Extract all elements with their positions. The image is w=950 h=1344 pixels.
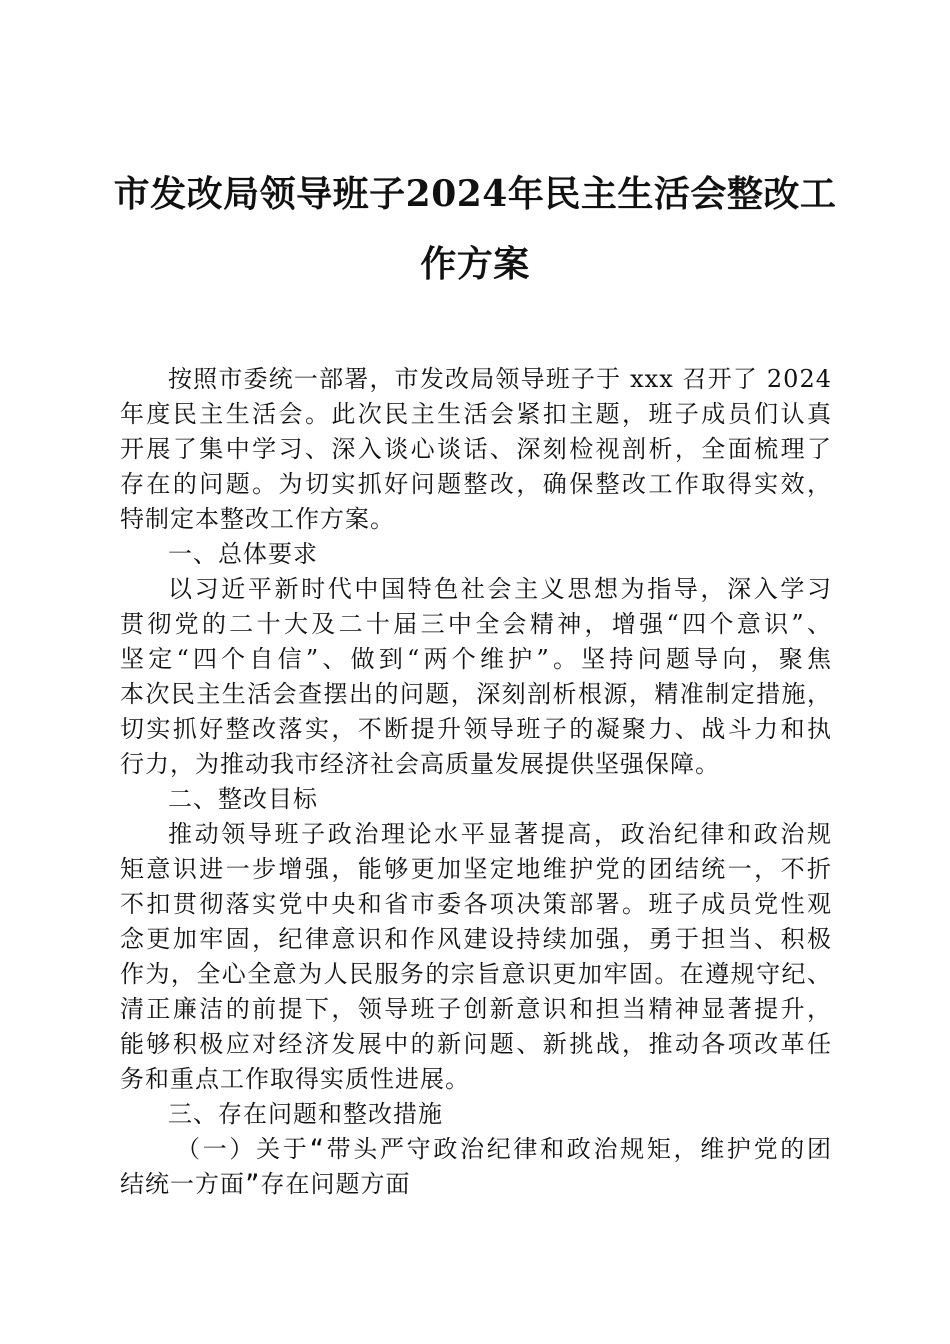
section1-line: 以习近平新时代中国特色社会主义思想为指导，深入学习: [168, 575, 832, 603]
section1-line: 切实抓好整改落实，不断提升领导班子的凝聚力、战斗力和执: [120, 715, 832, 743]
section2-line: 不扣贯彻落实党中央和省市委各项决策部署。班子成员党性观: [120, 890, 832, 918]
section2-line: 矩意识进一步增强，能够更加坚定地维护党的团结统一，不折: [120, 855, 832, 883]
intro-line: 按照市委统一部署，市发改局领导班子于 xxx 召开了 2024: [168, 365, 832, 393]
document-title-line-1: 市发改局领导班子2024年民主生活会整改工: [113, 173, 837, 215]
intro-line: 特制定本整改工作方案。: [120, 505, 395, 533]
section2-line: 清正廉洁的前提下，领导班子创新意识和担当精神显著提升，: [120, 995, 832, 1023]
document-body: [120, 362, 832, 1202]
section1-line: 行力，为推动我市经济社会高质量发展提供坚强保障。: [120, 750, 720, 778]
section2-line: 推动领导班子政治理论水平显著提高，政治纪律和政治规: [168, 820, 832, 848]
section-heading-general-requirements: 一、总体要求: [168, 540, 318, 568]
intro-line: 存在的问题。为切实抓好问题整改，确保整改工作取得实效，: [120, 470, 832, 498]
intro-line: 开展了集中学习、深入谈心谈话、深刻检视剖析，全面梳理了: [120, 435, 832, 463]
section1-line: 坚定“四个自信”、做到“两个维护”。坚持问题导向，聚焦: [120, 645, 832, 673]
section2-line: 作为，全心全意为人民服务的宗旨意识更加牢固。在遵规守纪、: [120, 960, 832, 988]
section-heading-problems-and-measures: 三、存在问题和整改措施: [168, 1100, 443, 1128]
intro-line: 年度民主生活会。此次民主生活会紧扣主题，班子成员们认真: [120, 400, 832, 428]
section2-line: 务和重点工作取得实质性进展。: [120, 1065, 470, 1093]
section-heading-rectification-goals: 二、整改目标: [168, 785, 318, 813]
section2-line: 念更加牢固，纪律意识和作风建设持续加强，勇于担当、积极: [120, 925, 832, 953]
subsection-heading-line: 结统一方面”存在问题方面: [120, 1170, 411, 1198]
section1-line: 贯彻党的二十大及二十届三中全会精神，增强“四个意识”、: [120, 610, 832, 638]
section2-line: 能够积极应对经济发展中的新问题、新挑战，推动各项改革任: [120, 1030, 832, 1058]
section1-line: 本次民主生活会查摆出的问题，深刻剖析根源，精准制定措施，: [120, 680, 832, 708]
document-title-line-2: 作方案: [420, 243, 530, 285]
subsection-heading-line: （一）关于“带头严守政治纪律和政治规矩，维护党的团: [176, 1135, 832, 1163]
